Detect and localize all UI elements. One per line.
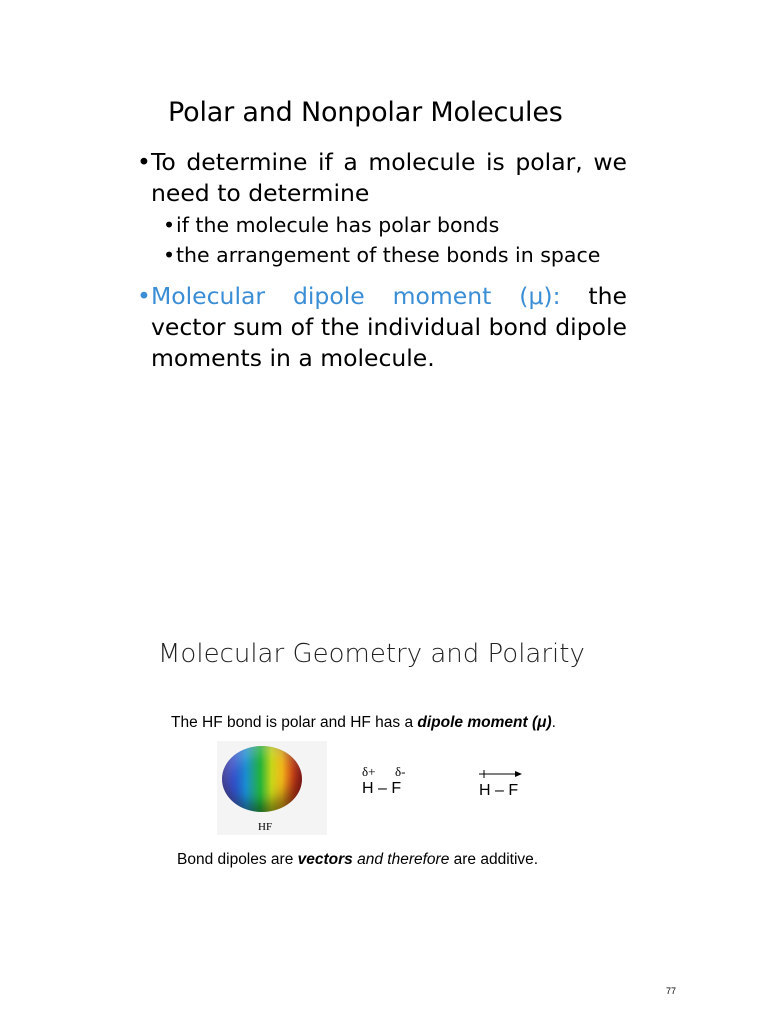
- sub-bullet-text: if the molecule has polar bonds: [176, 213, 500, 237]
- sub-bullet-polar-bonds: [163, 213, 499, 237]
- sub-bullet-text: the arrangement of these bonds in space: [176, 243, 601, 267]
- bullet-dot: •: [137, 148, 151, 176]
- caption-text: .: [551, 714, 556, 731]
- bullet-text: To determine if a molecule is polar, we need to determine: [151, 148, 627, 207]
- hf-caption: [171, 714, 556, 732]
- sub-bullet-arrangement: [163, 243, 600, 267]
- caption-text: Bond dipoles are: [177, 851, 298, 868]
- partial-negative-charge: δ-: [395, 764, 406, 779]
- bullet-dot: •: [163, 213, 176, 237]
- bullet-dot: •: [163, 243, 176, 267]
- dipole-moment-definition: the vector sum of the individual bond dipole moments in a molecule.: [151, 282, 627, 372]
- vectors-term: vectors: [297, 851, 353, 868]
- dipole-arrow-icon: [478, 768, 524, 780]
- bullet-text: [137, 281, 627, 374]
- page-number: 77: [666, 986, 677, 996]
- hf-electron-density-image: [217, 741, 327, 835]
- bullet-determine-polarity: [137, 147, 627, 209]
- bullet-dot: •: [137, 282, 151, 310]
- dipole-moment-term: Molecular dipole moment (μ):: [151, 282, 561, 310]
- electron-density-map: [222, 746, 302, 812]
- bullet-dipole-moment: [137, 281, 627, 374]
- caption-text: The HF bond is polar and HF has a: [171, 714, 418, 731]
- partial-positive-charge: δ+: [362, 764, 376, 779]
- caption-italic: and therefore: [352, 851, 450, 868]
- image-label: HF: [258, 821, 273, 833]
- dipole-term: dipole moment (μ): [417, 714, 552, 731]
- caption-text: are additive.: [449, 851, 539, 868]
- slide-title: Polar and Nonpolar Molecules: [168, 97, 563, 128]
- hf-formula-charges: H – F: [362, 780, 402, 797]
- vectors-caption: [177, 851, 538, 869]
- hf-formula-vector: H – F: [479, 782, 519, 799]
- slide-title: Molecular Geometry and Polarity: [158, 639, 585, 669]
